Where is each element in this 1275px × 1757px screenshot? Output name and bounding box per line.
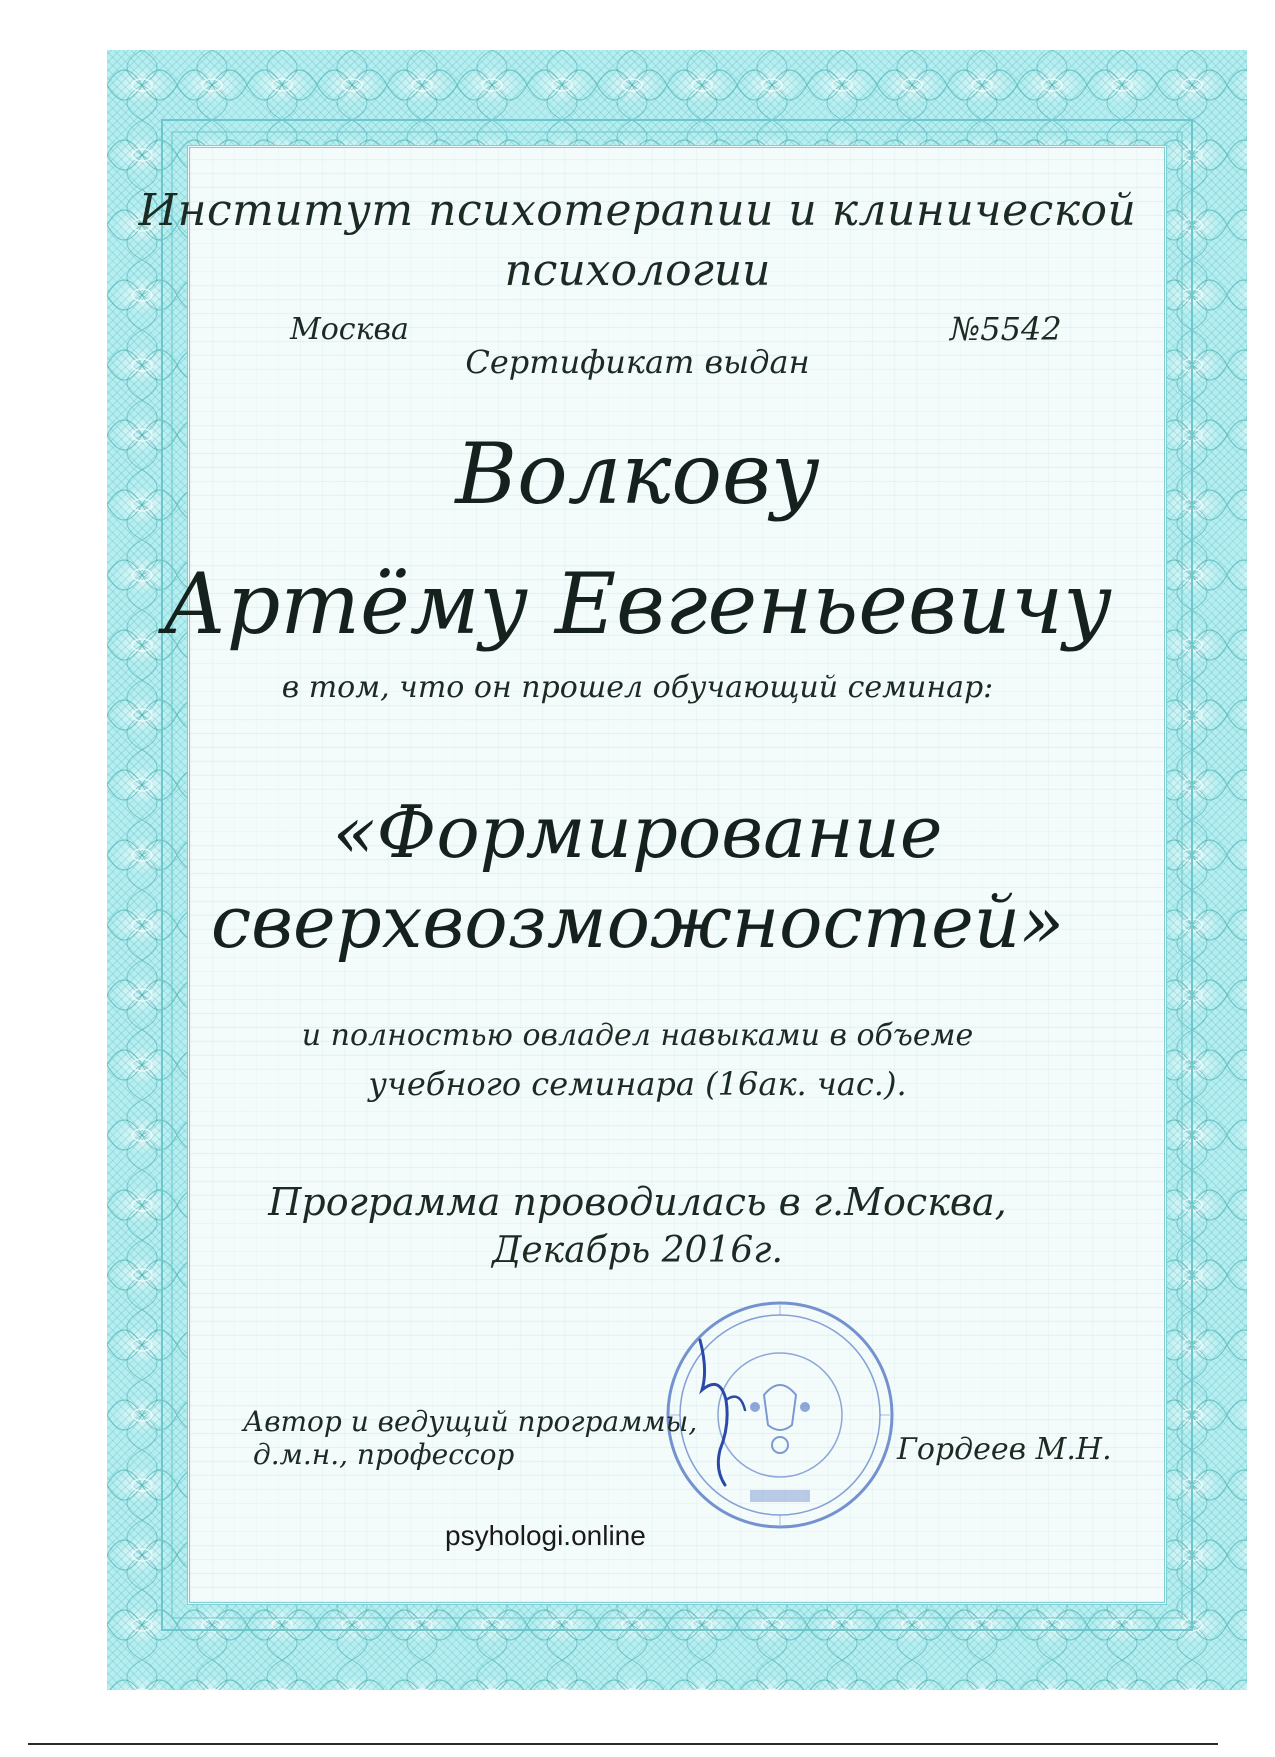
scan-edge-line: [28, 1743, 1218, 1745]
website-watermark: psyhologi.online: [445, 1520, 646, 1551]
mastery-statement-line1: и полностью овладел навыками в объеме: [301, 1018, 974, 1053]
seminar-title-line1: «Формирование: [332, 790, 943, 874]
issued-label: Сертификат выдан: [465, 343, 810, 381]
signer-name: Гордеев М.Н.: [897, 1432, 1112, 1467]
completion-statement: в том, что он прошел обучающий семинар:: [281, 670, 994, 705]
institute-name-line2: психологии: [504, 245, 771, 296]
certificate-number: №5542: [950, 310, 1062, 348]
program-location: Программа проводилась в г.Москва,: [268, 1180, 1007, 1224]
city-label: Москва: [290, 312, 409, 347]
author-title-line1: Автор и ведущий программы,: [243, 1405, 698, 1438]
author-title-line2: д.м.н., профессор: [253, 1438, 515, 1471]
mastery-statement-line2: учебного семинара (16ак. час.).: [368, 1065, 907, 1103]
program-date: Декабрь 2016г.: [492, 1230, 783, 1271]
seminar-title-line2: сверхвозможностей»: [210, 880, 1065, 964]
recipient-surname: Волкову: [455, 425, 820, 523]
institute-name-line1: Институт психотерапии и клинической: [138, 185, 1137, 236]
recipient-given-names: Артёму Евгеньевичу: [163, 555, 1112, 653]
